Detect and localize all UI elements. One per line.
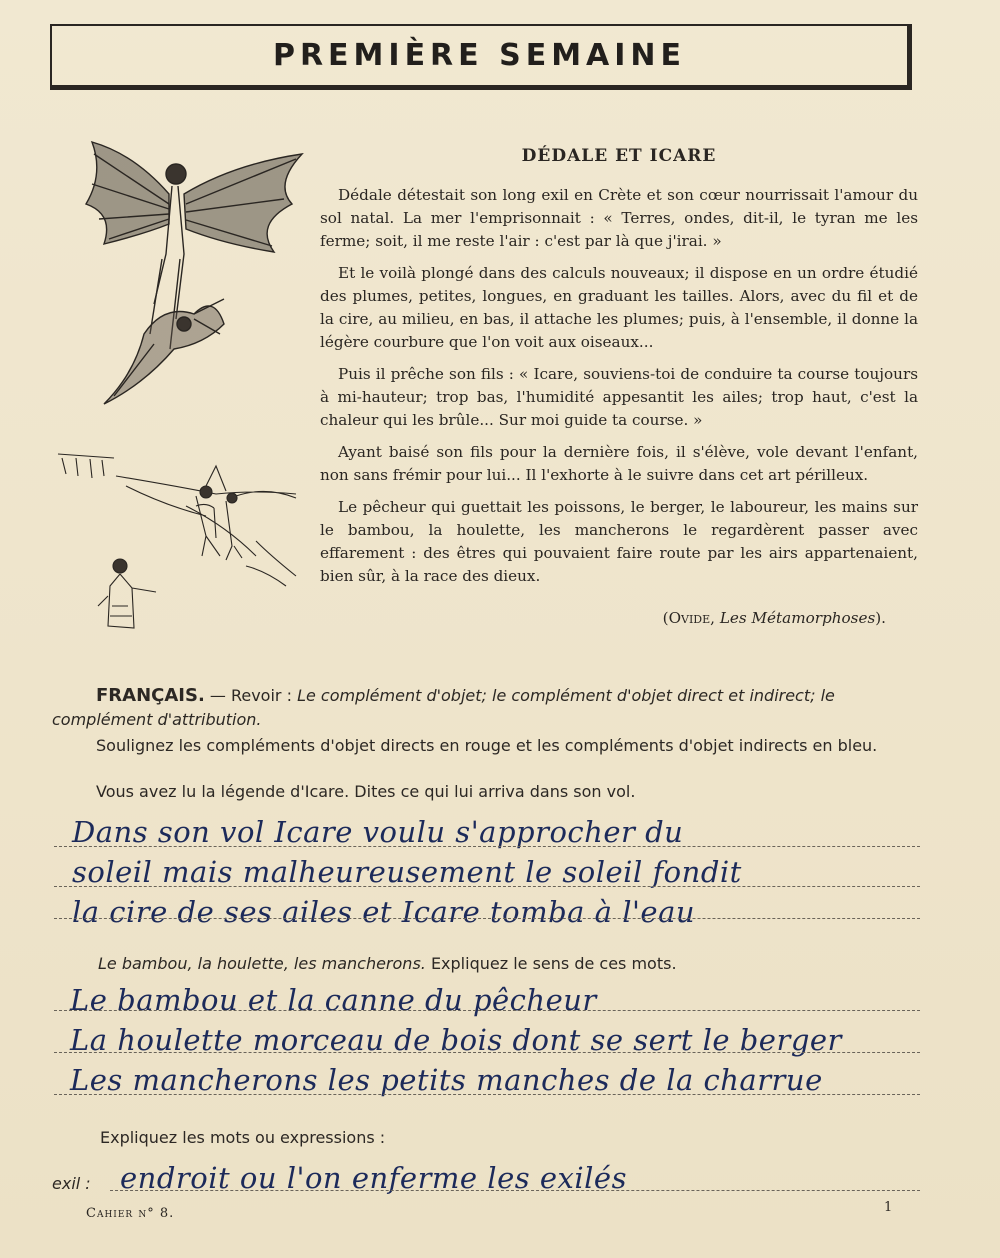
words-instruction (52, 952, 922, 976)
source-author: Ovide (668, 609, 711, 627)
story-paragraph: Ayant baisé son fils pour la dernière fois, il s'élève, vole devant l'enfant, non sans frémir pour lui... Il l'exhorte à le suivre dans cet art périlleux. (320, 443, 918, 484)
icarus-flying-illustration (74, 134, 314, 424)
story-paragraph: Puis il prêche son fils : « Icare, souviens-toi de conduire ta course toujours à mi-hauteur; trop bas, l'humidité appesantit les ailes; trop haut, c'est la chaleur qui les brûle... Sur moi guide ta course. » (320, 365, 918, 429)
handwritten-line: endroit ou l'on enferme les exilés (120, 1161, 627, 1195)
exercise-lead-rest: — Revoir : (204, 686, 298, 705)
handwritten-line: soleil mais malheureusement le soleil fondit (72, 855, 742, 889)
story-paragraph: Et le voilà plongé dans des calculs nouveaux; il dispose en un ordre étudié des plumes, petites, longues, en graduant les tailles. Alors, avec du fil et de la cire, au milieu, en bas, il attache les plumes; puis, à l'ensemble, il donne la légère courbure que l'on voit aux oiseaux... (320, 264, 918, 351)
words-instruction-text: Expliquez le sens de ces mots. (425, 954, 677, 973)
page-number: 1 (884, 1200, 893, 1215)
answer-rule (54, 886, 920, 887)
source-work: Les Métamorphoses (719, 609, 876, 627)
handwritten-answer-1 (72, 812, 952, 932)
answer-rule (54, 1052, 920, 1053)
notebook-number: Cahier n° 8. (86, 1206, 175, 1221)
answer-rule (54, 918, 920, 919)
answer-rule (54, 846, 920, 847)
handwritten-answer-2 (70, 980, 950, 1100)
banner-title: PREMIÈRE SEMAINE (272, 38, 687, 73)
handwritten-line: Les mancherons les petits manches de la charrue (70, 1063, 823, 1097)
story-source: (Ovide, Les Métamorphoses). (662, 609, 886, 627)
instruction-2-text: Vous avez lu la légende d'Icare. Dites ce qui lui arriva dans son vol. (96, 782, 636, 801)
handwritten-line: Le bambou et la canne du pêcheur (70, 983, 597, 1017)
story-paragraph: Le pêcheur qui guettait les poissons, le berger, le laboureur, les mains sur le bambou, la houlette, les mancherons le regardèrent passer avec effarement : des êtres qui pouvaient faire route par les airs appartenaient, bien sûr, à la race des dieux. (320, 498, 918, 585)
answer-rule (110, 1190, 920, 1191)
handwritten-line: La houlette morceau de bois dont se sert le berger (70, 1023, 842, 1057)
instruction-story (52, 780, 922, 804)
handwritten-line: Dans son vol Icare voulu s'approcher du (72, 815, 684, 849)
handwritten-line: la cire de ses ailes et Icare tomba à l'eau (72, 895, 696, 929)
exercise-heading (52, 684, 922, 732)
week-banner (50, 24, 912, 90)
exercise-subject: FRANÇAIS. (96, 685, 205, 706)
story-text (320, 184, 918, 597)
landscape-shepherd-illustration (56, 446, 306, 642)
story-paragraph: Dédale détestait son long exil en Crète et son cœur nourrissait l'amour du sol natal. La mer l'emprisonnait : « Terres, ondes, dit-il, le tyran me les ferme; soit, il me reste l'air : c'est par là que j'irai. » (320, 186, 918, 250)
instruction-underline (52, 734, 922, 758)
expressions-instruction (52, 1126, 922, 1150)
story-title: DÉDALE ET ICARE (521, 146, 717, 166)
exercise-review-topic: Le complément d'objet; le complément d'objet direct et indirect; le complément d'attribution. (52, 686, 835, 729)
answer-rule (54, 1094, 920, 1095)
term-label: exil : (52, 1174, 91, 1193)
instruction-1-text: Soulignez les compléments d'objet directs en rouge et les compléments d'objet indirects en bleu. (96, 736, 878, 755)
handwritten-term-answer (120, 1158, 1000, 1198)
instruction-3-text: Expliquez les mots ou expressions : (100, 1128, 386, 1147)
answer-rule (54, 1010, 920, 1011)
words-list: Le bambou, la houlette, les mancherons. (98, 954, 426, 973)
